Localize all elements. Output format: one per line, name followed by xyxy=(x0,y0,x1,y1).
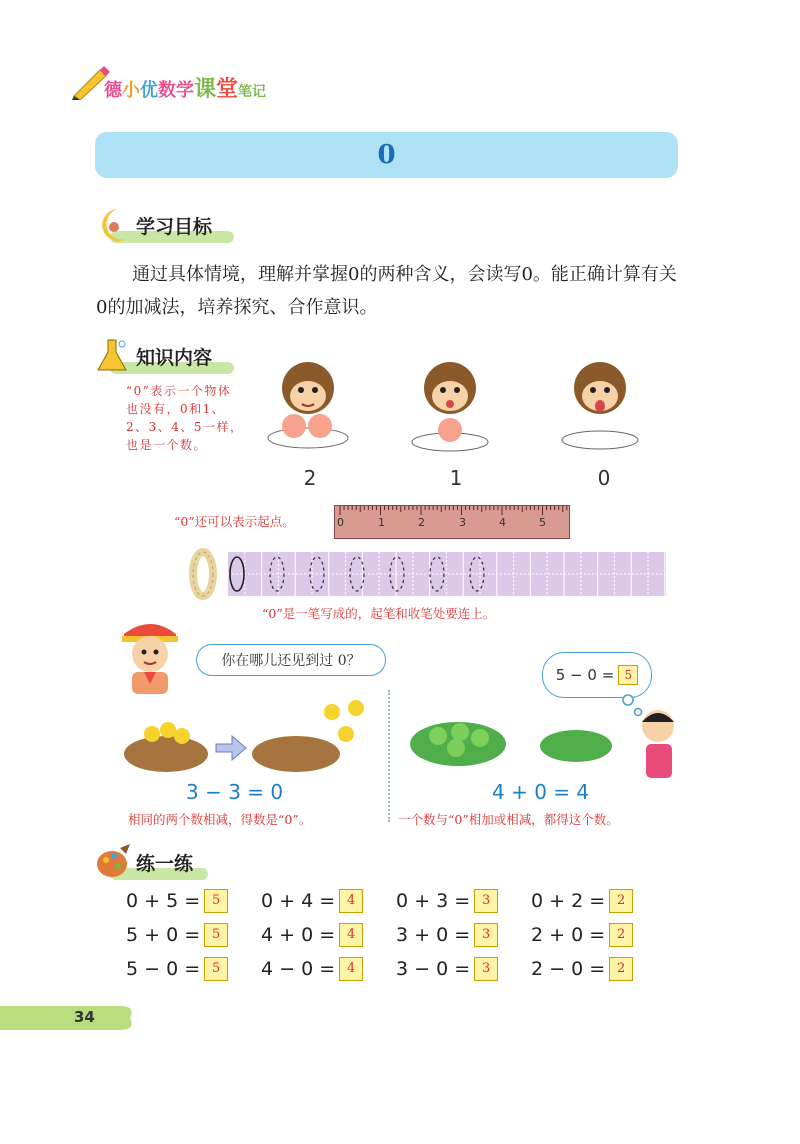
lesson-title: 0 xyxy=(377,140,396,170)
ruler-tick-4: 4 xyxy=(499,516,506,529)
left-rule-note: 相同的两个数相减，得数是“0”。 xyxy=(128,812,312,827)
practice-item: 0 + 2 = 2 xyxy=(531,889,666,913)
practice-item: 5 + 0 = 5 xyxy=(126,923,261,947)
brand-text: 德小优数学课堂笔记 xyxy=(104,77,267,102)
knowledge-heading: 知识内容 xyxy=(96,336,256,376)
stroke-order-zero xyxy=(188,548,218,600)
flask-icon xyxy=(96,336,132,376)
question-bubble: 你在哪儿还见到过 0？ xyxy=(196,644,386,676)
ruler-marks xyxy=(335,506,569,520)
count-zero: 0 xyxy=(597,466,611,490)
header-brand xyxy=(70,60,310,110)
answer-box[interactable]: 3 xyxy=(474,889,498,913)
girl-cap-illustration xyxy=(114,614,186,694)
count-two: 2 xyxy=(303,466,317,490)
monkeys-illustration xyxy=(262,352,662,464)
monkey-empty-plate xyxy=(562,362,638,449)
answer-box[interactable]: 4 xyxy=(339,957,363,981)
ruler-tick-3: 3 xyxy=(459,516,466,529)
practice-item: 4 + 0 = 4 xyxy=(261,923,396,947)
chicks-nests-illustration xyxy=(124,690,378,780)
monkey-two-peaches xyxy=(268,362,348,448)
answer-box[interactable]: 2 xyxy=(609,923,633,947)
practice-item: 4 − 0 = 4 xyxy=(261,957,396,981)
practice-item: 3 + 0 = 3 xyxy=(396,923,531,947)
grid-lines xyxy=(228,552,666,596)
answer-box[interactable]: 4 xyxy=(339,889,363,913)
ruler-tick-2: 2 xyxy=(418,516,425,529)
divider xyxy=(388,690,390,822)
practice-row xyxy=(126,884,666,918)
practice-row xyxy=(126,918,666,952)
page-tab xyxy=(0,1002,136,1032)
page-number: 34 xyxy=(74,1008,95,1026)
answer-box[interactable]: 5 xyxy=(204,923,228,947)
practice-item: 3 − 0 = 3 xyxy=(396,957,531,981)
answer-box[interactable]: 2 xyxy=(609,889,633,913)
lesson-title-banner xyxy=(95,132,678,178)
think-expression: 5 − 0 = xyxy=(555,666,615,684)
right-equation: 4 + 0 = 4 xyxy=(492,780,590,804)
practice-item: 5 − 0 = 5 xyxy=(126,957,261,981)
practice-row xyxy=(126,952,666,986)
objectives-heading: 学习目标 xyxy=(96,205,256,245)
right-rule-note: 一个数与“0”相加或相减，都得这个数。 xyxy=(398,812,619,827)
left-equation: 3 − 3 = 0 xyxy=(186,780,284,804)
objectives-text: 通过具体情境，理解并掌握0的两种含义，会读写0。能正确计算有关0的加减法，培养探究、合作意识。 xyxy=(96,264,677,318)
answer-box[interactable]: 4 xyxy=(339,923,363,947)
practice-item: 0 + 3 = 3 xyxy=(396,889,531,913)
palette-icon xyxy=(96,842,132,882)
ruler-tick-5: 5 xyxy=(539,516,546,529)
ruler xyxy=(334,505,570,539)
answer-box[interactable]: 2 xyxy=(609,957,633,981)
ruler-tick-1: 1 xyxy=(378,516,385,529)
ruler-tick-0: 0 xyxy=(337,516,344,529)
practice-heading: 练一练 xyxy=(96,842,236,882)
practice-grid xyxy=(126,884,666,986)
think-answer-box: 5 xyxy=(618,665,638,685)
start-point-note: “0”还可以表示起点。 xyxy=(174,514,295,529)
count-one: 1 xyxy=(449,466,463,490)
practice-item: 2 + 0 = 2 xyxy=(531,923,666,947)
zero-meaning-note: “0”表示一个物体也没有，0和1、2、3、4、5一样，也是一个数。 xyxy=(126,384,244,452)
answer-box[interactable]: 3 xyxy=(474,957,498,981)
frogs-lilypad-illustration xyxy=(408,704,708,784)
answer-box[interactable]: 3 xyxy=(474,923,498,947)
practice-item: 0 + 4 = 4 xyxy=(261,889,396,913)
answer-box[interactable]: 5 xyxy=(204,957,228,981)
practice-item: 0 + 5 = 5 xyxy=(126,889,261,913)
think-bubble xyxy=(542,652,652,698)
monkey-one-peach xyxy=(412,362,488,451)
answer-box[interactable]: 5 xyxy=(204,889,228,913)
stroke-note: “0”是一笔写成的，起笔和收笔处要连上。 xyxy=(262,606,496,621)
moon-icon xyxy=(96,205,134,245)
practice-item: 2 − 0 = 2 xyxy=(531,957,666,981)
zero-writing-grid xyxy=(228,552,666,596)
